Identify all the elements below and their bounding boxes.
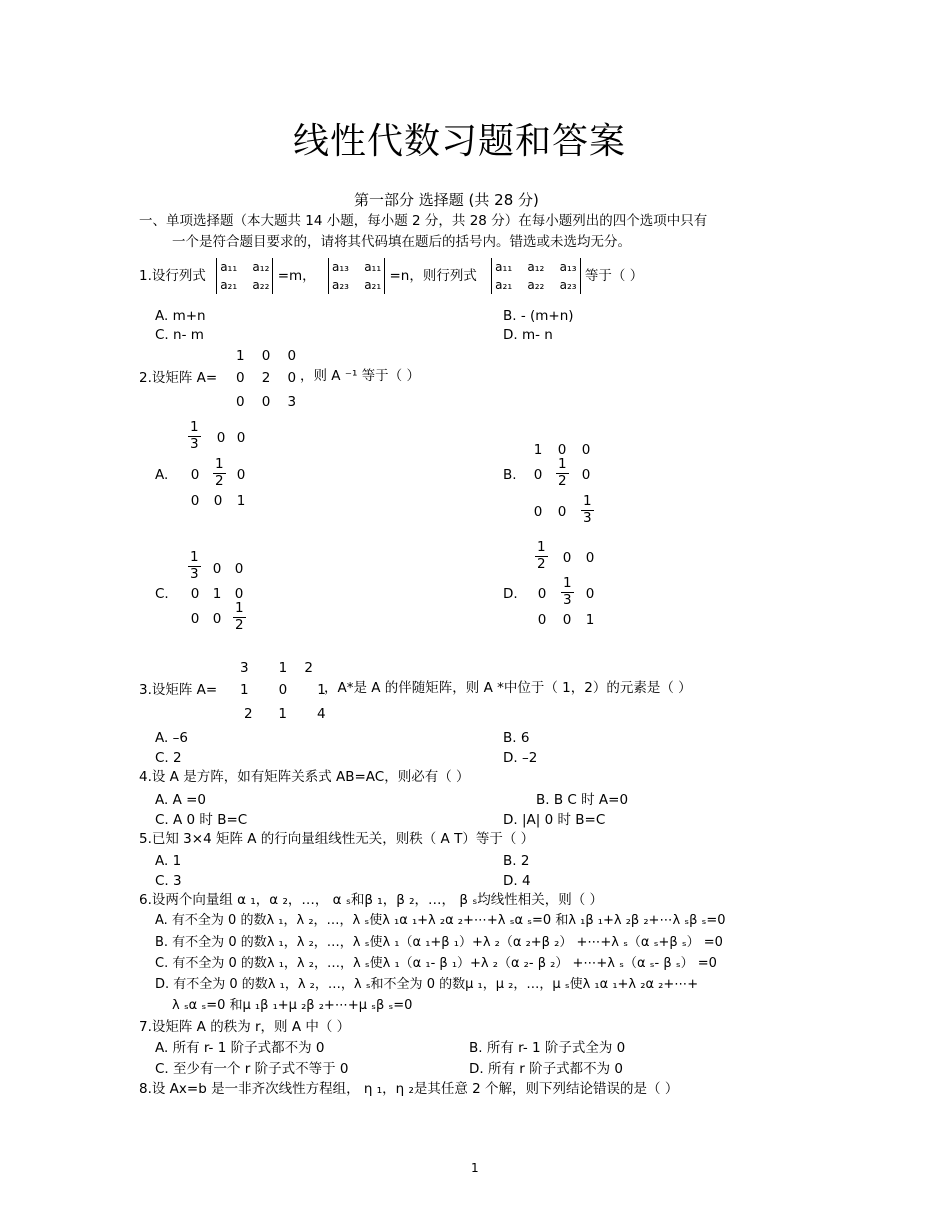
- q7-option-d: D. 所有 r 阶子式都不为 0: [469, 1061, 623, 1077]
- det-row: a₁₃ a₁₁: [331, 260, 382, 274]
- q2-option-c-label: C.: [155, 586, 169, 602]
- q2-option-c-matrix: $\frac{1}{3}$ 0 0 0 1 0 0 0 $\frac{1}{2}$: [190, 549, 244, 633]
- question-4: 4.设 A 是方阵，如有矩阵关系式 AB=AC，则必有（ ）: [139, 769, 470, 785]
- question-5: 5.已知 3×4 矩阵 A 的行向量组线性无关，则秩（ A T）等于（ ）: [139, 831, 535, 847]
- q2-option-a-matrix: $\frac{1}{3}$ 0 0 0 $\frac{1}{2}$ 0 0 0 1: [190, 419, 246, 509]
- instructions-line-2: 一个是符合题目要求的，请将其代码填在题后的括号内。错选或未选均无分。: [172, 234, 631, 250]
- q1-option-c: C. n- m: [155, 327, 204, 343]
- q2-matrix-row: 1 0 0: [236, 348, 297, 364]
- q1-option-a: A. m+n: [155, 308, 206, 324]
- q1-eq-n: =n，则行列式: [389, 267, 477, 284]
- q4-option-c: C. A 0 时 B=C: [155, 812, 248, 828]
- q1-determinant-1: [216, 258, 273, 294]
- q7-option-c: C. 至少有一个 r 阶子式不等于 0: [155, 1061, 349, 1077]
- q2-option-a-label: A.: [155, 467, 169, 483]
- q2-prefix: 2.设矩阵 A=: [139, 370, 218, 386]
- fraction-one-half: $\frac{1}{2}$: [235, 600, 244, 633]
- question-8: 8.设 Ax=b 是一非齐次线性方程组， η ₁，η ₂是其任意 2 个解，则下列结论错误的是（ ）: [139, 1081, 679, 1097]
- q3-suffix: ，A*是 A 的伴随矩阵，则 A *中位于（ 1，2）的元素是（ ）: [324, 680, 692, 696]
- fraction-one-half: $\frac{1}{2}$: [558, 456, 567, 489]
- q3-prefix: 3.设矩阵 A=: [139, 682, 218, 698]
- q6-option-a: A. 有不全为 0 的数λ ₁，λ ₂，…，λ ₛ使λ ₁α ₁+λ ₂α ₂+⋯+λ ₛα ₛ=0 和λ ₁β ₁+λ ₂β ₂+⋯λ ₛβ ₛ=0: [155, 913, 726, 928]
- q5-option-c: C. 3: [155, 873, 182, 889]
- q2-option-d-label: D.: [503, 586, 518, 602]
- det-row: a₁₁ a₁₂ a₁₃: [495, 260, 577, 274]
- q1-prefix: 1.设行列式: [139, 267, 206, 284]
- q1-determinant-3: [491, 258, 580, 294]
- q3-option-d: D. –2: [503, 750, 538, 766]
- question-7: 7.设矩阵 A 的秩为 r，则 A 中（ ）: [139, 1019, 351, 1035]
- q3-option-c: C. 2: [155, 750, 182, 766]
- q3-matrix-row: 1 0 1: [240, 682, 326, 698]
- fraction-one-third: $\frac{1}{3}$: [563, 575, 572, 608]
- q6-option-c: C. 有不全为 0 的数λ ₁，λ ₂，…，λ ₛ使λ ₁（α ₁- β ₁）+λ ₂（α ₂- β ₂） +⋯+λ ₛ（α ₛ- β ₛ） =0: [155, 956, 717, 971]
- page-number: 1: [471, 1161, 479, 1175]
- fraction-one-half: $\frac{1}{2}$: [537, 539, 546, 572]
- q3-matrix-row: 2 1 4: [244, 706, 326, 722]
- section-heading: 第一部分 选择题 (共 28 分): [354, 191, 539, 209]
- fraction-one-third: $\frac{1}{3}$: [190, 419, 199, 452]
- q2-matrix-row: 0 2 0: [236, 370, 297, 386]
- q2-suffix: ，则 A ⁻¹ 等于（ ）: [300, 368, 420, 384]
- q2-option-b-matrix: 1 0 0 0 $\frac{1}{2}$ 0 0 0 $\frac{1}{3}$: [533, 442, 592, 526]
- q5-option-d: D. 4: [503, 873, 531, 889]
- q1-suffix: 等于（ ）: [584, 267, 644, 284]
- q1-option-d: D. m- n: [503, 327, 553, 343]
- q1-option-b: B. - (m+n): [503, 308, 574, 324]
- det-row: a₂₁ a₂₂: [220, 278, 270, 292]
- q1-eq-m: =m，: [277, 267, 316, 284]
- fraction-one-third: $\frac{1}{3}$: [583, 493, 592, 526]
- fraction-one-half: $\frac{1}{2}$: [215, 456, 224, 489]
- q2-matrix-row: 0 0 3: [236, 394, 297, 410]
- page-title: 线性代数习题和答案: [293, 121, 627, 162]
- q3-matrix-row: 3 1 2: [240, 660, 313, 676]
- q7-option-a: A. 所有 r- 1 阶子式都不为 0: [155, 1040, 325, 1056]
- q7-option-b: B. 所有 r- 1 阶子式全为 0: [469, 1040, 626, 1056]
- q4-option-a: A. A =0: [155, 792, 207, 808]
- q2-option-d-matrix: $\frac{1}{2}$ 0 0 0 $\frac{1}{3}$ 0 0 0 1: [537, 539, 595, 628]
- question-6: 6.设两个向量组 α ₁，α ₂，…， α ₛ和β ₁，β ₂，…， β ₛ均线性相关，则（ ）: [139, 892, 604, 908]
- q2-option-b-label: B.: [503, 467, 517, 483]
- q4-option-d: D. |A| 0 时 B=C: [503, 812, 606, 828]
- q3-option-a: A. –6: [155, 730, 188, 746]
- fraction-one-third: $\frac{1}{3}$: [190, 549, 199, 582]
- det-row: a₂₃ a₂₁: [331, 278, 382, 292]
- q5-option-a: A. 1: [155, 853, 182, 869]
- instructions-line-1: 一、单项选择题（本大题共 14 小题，每小题 2 分，共 28 分）在每小题列出的四个选项中只有: [139, 213, 708, 229]
- q3-option-b: B. 6: [503, 730, 530, 746]
- q6-option-b: B. 有不全为 0 的数λ ₁，λ ₂，…，λ ₛ使λ ₁（α ₁+β ₁）+λ ₂（α ₂+β ₂） +⋯+λ ₛ（α ₛ+β ₛ） =0: [155, 935, 723, 950]
- q1-determinant-2: [328, 258, 385, 294]
- det-row: a₁₁ a₁₂: [220, 260, 270, 274]
- det-row: a₂₁ a₂₂ a₂₃: [495, 278, 577, 292]
- question-1: [139, 258, 643, 294]
- q6-option-d-line-2: λ ₛα ₛ=0 和μ ₁β ₁+μ ₂β ₂+⋯+μ ₛβ ₛ=0: [172, 998, 413, 1013]
- q4-option-b: B. B C 时 A=0: [536, 792, 629, 808]
- q6-option-d-line-1: D. 有不全为 0 的数λ ₁，λ ₂，…，λ ₛ和不全为 0 的数μ ₁，μ ₂，…，μ ₛ使λ ₁α ₁+λ ₂α ₂+⋯+: [155, 977, 699, 992]
- q5-option-b: B. 2: [503, 853, 530, 869]
